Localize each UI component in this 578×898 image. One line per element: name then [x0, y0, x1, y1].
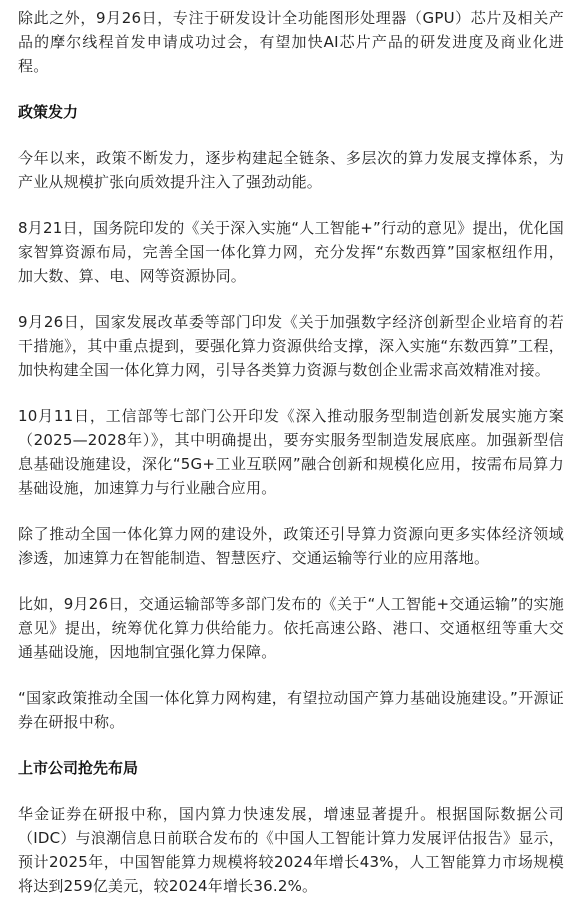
section-heading-policy: 政策发力	[18, 103, 79, 121]
section-heading-listed-companies: 上市公司抢先布局	[18, 759, 139, 777]
paragraph-oct-11-miit: 10月11日，工信部等七部门公开印发《深入推动服务型制造创新发展实施方案（2025—2028年）》，其中明确提出，要夯实服务型制造发展底座。加强新型信息基础设施建设，深化“5G+工业互联网”融合创新和规模化应用，按需布局算力基础设施，加速算力与行业融合应用。	[18, 407, 564, 497]
paragraph-transport-example: 比如，9月26日，交通运输部等多部门发布的《关于“人工智能+交通运输”的实施意见》提出，统筹优化算力供给能力。依托高速公路、港口、交通枢纽等重大交通基础设施，因地制宜强化算力保障。	[18, 595, 564, 661]
paragraph-gpu-listing: 除此之外，9月26日，专注于研发设计全功能图形处理器（GPU）芯片及相关产品的摩尔线程首发申请成功过会，有望加快AI芯片产品的研发进度及商业化进程。	[18, 9, 564, 75]
paragraph-policy-guidance: 除了推动全国一体化算力网的建设外，政策还引导算力资源向更多实体经济领域渗透，加速算力在智能制造、智慧医疗、交通运输等行业的应用落地。	[18, 525, 564, 567]
paragraph-sep-26-ndrc: 9月26日，国家发展改革委等部门印发《关于加强数字经济创新型企业培育的若干措施》，其中重点提到，要强化算力资源供给支撑，深入实施“东数西算”工程，加快构建全国一体化算力网，引导各类算力资源与数创企业需求高效精准对接。	[18, 313, 564, 379]
paragraph-huajin-report: 华金证券在研报中称，国内算力快速发展，增速显著提升。根据国际数据公司（IDC）与浪潮信息日前联合发布的《中国人工智能计算力发展评估报告》显示，预计2025年，中国智能算力规模将较2024年增长43%，人工智能算力市场规模将达到259亿美元，较2024年增长36.2%。	[18, 805, 564, 895]
paragraph-aug-21: 8月21日，国务院印发的《关于深入实施“人工智能+”行动的意见》提出，优化国家智算资源布局，完善全国一体化算力网，充分发挥“东数西算”国家枢纽作用，加大数、算、电、网等资源协同。	[18, 219, 564, 285]
paragraph-quote-kaiyuan: “国家政策推动全国一体化算力网构建，有望拉动国产算力基础设施建设。”开源证券在研报中称。	[18, 689, 564, 731]
paragraph-policy-overview: 今年以来，政策不断发力，逐步构建起全链条、多层次的算力发展支撑体系，为产业从规模扩张向质效提升注入了强劲动能。	[18, 149, 564, 191]
